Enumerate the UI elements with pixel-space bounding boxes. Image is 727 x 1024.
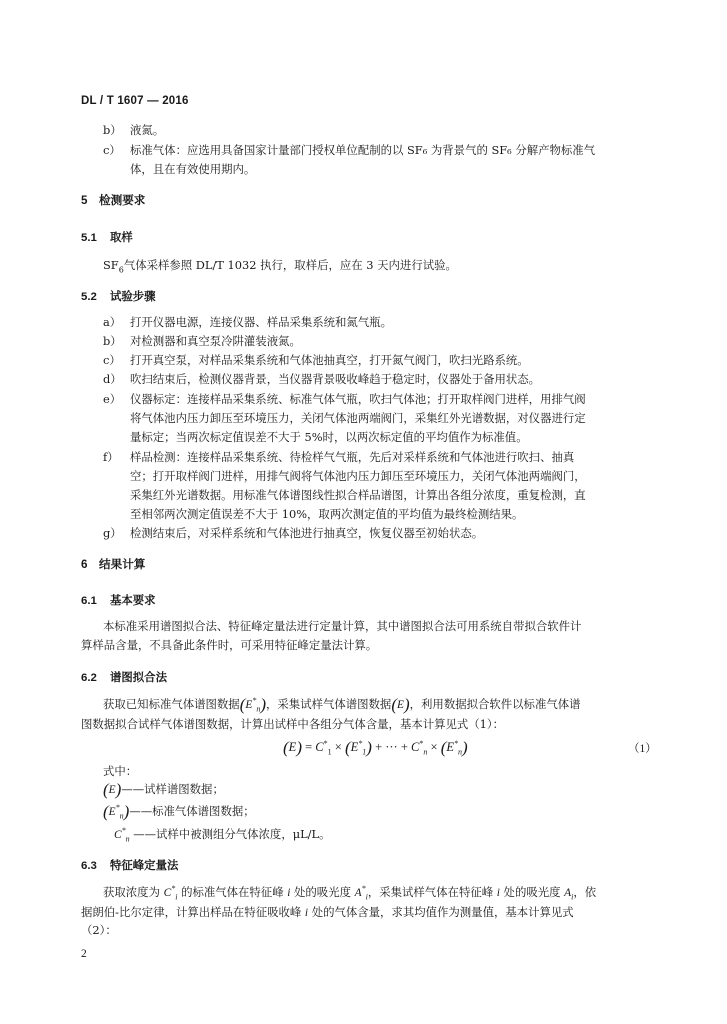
section-6-1-heading — [81, 592, 156, 608]
section-6-3-line1: 获取浓度为 $C^*_i$ 的标准气体在特征峰 i 处的吸光度 $A^*_i$，采集试样气体在特征峰 i 处的吸光度 $A_i$，依 — [103, 884, 597, 902]
section-6-2-number: 6.2 — [81, 672, 97, 684]
section-6-2-title: 谱图拟合法 — [110, 672, 167, 684]
step-marker-d: d） — [103, 372, 122, 386]
p62-part-b: ，采集试样气体谱图数据 — [266, 697, 392, 711]
section-5-1-heading — [81, 229, 133, 245]
step-d-line1: 吹扫结束后，检测仪器背景，当仪器背景吸收峰趋于稳定时，仪器处于备用状态。 — [130, 372, 541, 386]
step-f-line2: 空；打开取样阀门进样，用排气阀将气体池内压力卸压至环境压力，关闭气体池两端阀门， — [130, 469, 586, 483]
definition-Cn-text: ——试样中被测组分气体浓度，μL/L。 — [133, 827, 331, 841]
definition-E: (E)——试样谱图数据； — [103, 780, 224, 799]
definition-E-text: ——试样谱图数据； — [121, 782, 224, 796]
section-6-1-line2: 算样品含量，不具备此条件时，可采用特征峰定量法计算。 — [81, 638, 378, 652]
symbol-E: (E) — [391, 695, 410, 714]
step-marker-c: c） — [103, 353, 121, 367]
section-6-heading — [81, 556, 145, 572]
step-marker-f: f） — [103, 450, 119, 464]
step-e-line2: 将气体池内压力卸压至环境压力，关闭气体池两端阀门，采集红外光谱数据，对仪器进行定 — [130, 411, 586, 425]
section-5-2-number: 5.2 — [81, 291, 97, 303]
step-a-line1: 打开仪器电源，连接仪器、样品采集系统和氮气瓶。 — [130, 315, 392, 329]
section-5-title: 检测要求 — [99, 194, 146, 207]
list-marker-c: c） — [103, 143, 121, 157]
section-5-1-paragraph — [103, 258, 457, 275]
step-f-line1: 样品检测：连接样品采集系统、待检样气气瓶，先后对采样系统和气体池进行吹扫、抽真 — [130, 450, 575, 464]
section-5-2-title: 试验步骤 — [110, 291, 156, 303]
section-5-1-title: 取样 — [110, 232, 133, 244]
section-6-1-number: 6.1 — [81, 595, 97, 607]
step-e-line3: 量标定；当两次标定值误差不大于 5%时，以两次标定值的平均值作为标准值。 — [130, 430, 528, 444]
step-marker-b: b） — [103, 334, 122, 348]
section-6-title: 结果计算 — [99, 558, 146, 571]
section-6-3-title: 特征峰定量法 — [110, 860, 179, 872]
equation-1-number: （1） — [628, 743, 657, 755]
definition-En-text: ——标准气体谱图数据； — [129, 804, 255, 818]
page-number: 2 — [81, 948, 87, 960]
section-6-number: 6 — [81, 558, 88, 571]
definition-En: $(E^*_n)——$标准气体谱图数据； — [103, 802, 255, 821]
section-6-2-heading — [81, 669, 167, 685]
sf-subscript: 6 — [118, 265, 124, 275]
section-6-2-line2: 图数据拟合试样气体谱图数据，计算出试样中各组分气体含量，基本计算见式（1）： — [81, 717, 505, 731]
step-marker-g: g） — [103, 526, 122, 540]
sf-text: SF — [103, 258, 119, 272]
list-item-c-line1: 标准气体：应选用具备国家计量部门授权单位配制的以 SF₆ 为背景气的 SF₆ 分解产物标准气 — [130, 143, 596, 157]
definition-Cn: $C^*_n$ ——试样中被测组分气体浓度，μL/L。 — [114, 826, 331, 844]
step-g-line1: 检测结束后，对采样系统和气体池进行抽真空，恢复仪器至初始状态。 — [130, 526, 484, 540]
section-6-3-line3: （2）： — [81, 923, 117, 937]
step-f-line4: 至相邻两次测定值误差不大于 10%，取两次测定值的平均值为最终检测结果。 — [130, 507, 524, 521]
where-label: 式中： — [103, 764, 138, 778]
standard-header: DL / T 1607 — 2016 — [81, 95, 189, 107]
equation-1: $(E) = C^*_1 \times (E^*_1)$ + ··· + $C^*_n \times (E^*_n)$ — [283, 738, 468, 757]
section-6-3-line2: 据朗伯-比尔定律，计算出样品在特征吸收峰 i 处的气体含量，求其均值作为测量值，基本计算见式 — [81, 905, 574, 919]
section-6-2-line1 — [103, 697, 581, 712]
step-marker-a: a） — [103, 315, 122, 329]
section-6-3-number: 6.3 — [81, 860, 97, 872]
list-marker-b: b） — [103, 123, 122, 137]
section-5-1-text: 气体采样参照 DL/T 1032 执行，取样后，应在 3 天内进行试验。 — [123, 258, 457, 272]
section-5-number: 5 — [81, 194, 88, 207]
list-item-c-line2: 体，且在有效使用期内。 — [130, 162, 256, 176]
section-5-1-number: 5.1 — [81, 232, 97, 244]
section-6-1-line1: 本标准采用谱图拟合法、特征峰定量法进行定量计算，其中谱图拟合法可用系统自带拟合软件计 — [103, 619, 582, 633]
list-item-b-text: 液氮。 — [130, 123, 165, 137]
section-5-heading — [81, 192, 145, 208]
step-c-line1: 打开真空泵，对样品采集系统和气体池抽真空，打开氮气阀门，吹扫光路系统。 — [130, 353, 529, 367]
step-marker-e: e） — [103, 392, 122, 406]
p62-part-c: ，利用数据拟合软件以标准气体谱 — [409, 697, 581, 711]
step-e-line1: 仪器标定：连接样品采集系统、标准气体气瓶，吹扫气体池；打开取样阀门进样，用排气阀 — [130, 392, 586, 406]
p62-part-a: 获取已知标准气体谱图数据 — [103, 697, 240, 711]
section-6-3-heading — [81, 857, 178, 873]
section-6-1-title: 基本要求 — [110, 595, 156, 607]
section-5-2-heading — [81, 288, 156, 304]
step-f-line3: 采集红外光谱数据。用标准气体谱图线性拟合样品谱图，计算出各组分浓度，重复检测，直 — [130, 488, 586, 502]
step-b-line1: 对检测器和真空泵冷阱灌装液氮。 — [130, 334, 301, 348]
symbol-En-star: $(E^*_n)$ — [239, 695, 267, 714]
